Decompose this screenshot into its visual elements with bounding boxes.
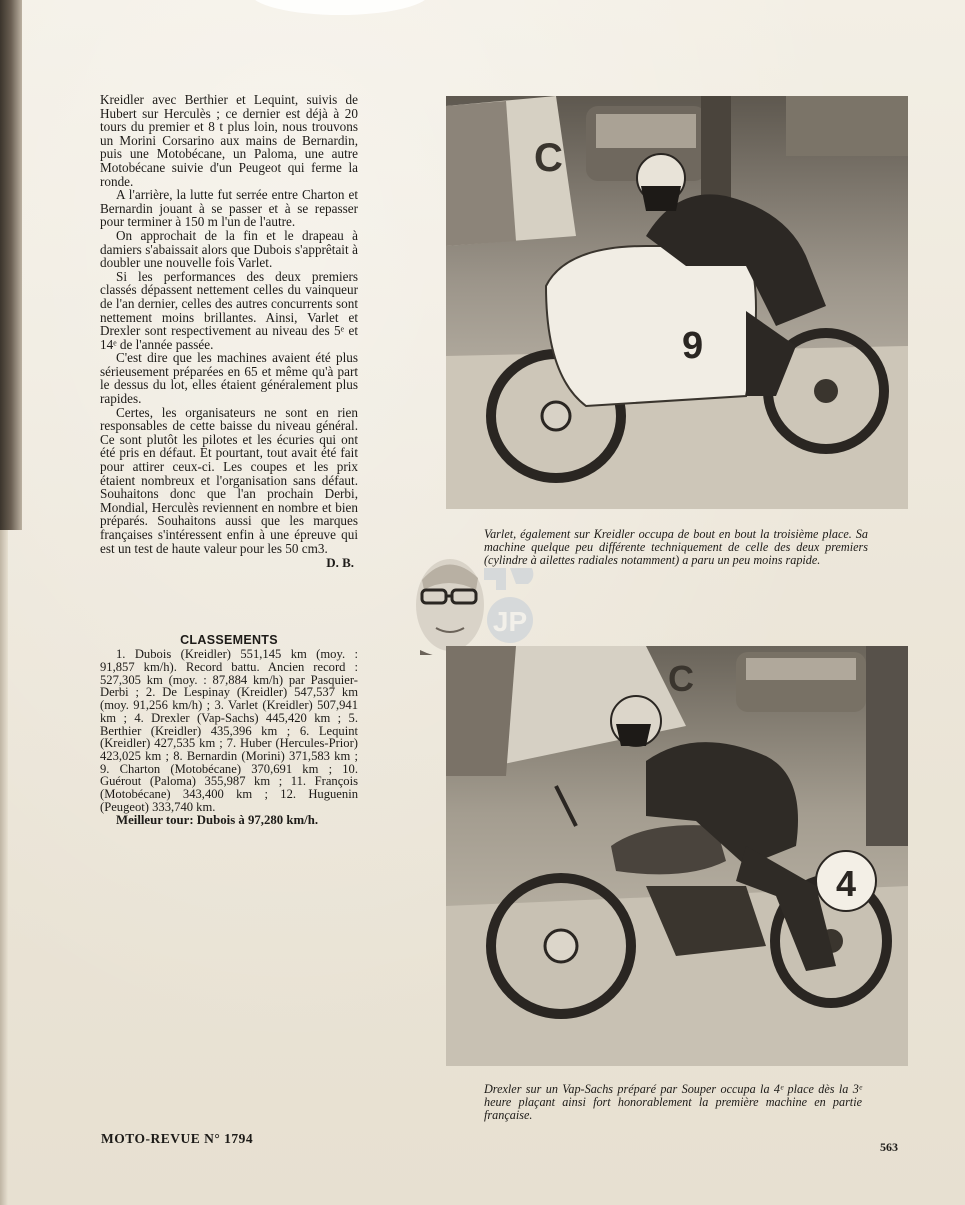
- svg-text:C: C: [668, 658, 694, 699]
- article-paragraph: Si les performances des deux premiers classés dépassent nettement celles du vainqueur de l'an dernier, celles des autres concurrents sont nettement moins brillantes. Ainsi, Varlet et Drexler sont respectivement au niveau des 5ᵉ et 14ᵉ de l'année passée.: [100, 268, 358, 352]
- race-number-4: 4: [835, 863, 857, 904]
- stamp-logo: [470, 560, 550, 645]
- footer-magazine: MOTO-REVUE N° 1794: [101, 1131, 254, 1146]
- article-column: [100, 93, 358, 827]
- photo-drexler-image: [446, 646, 908, 1066]
- race-number-9: 9: [682, 325, 704, 367]
- paper-tear: [250, 0, 430, 15]
- caption-drexler: Drexler sur un Vap-Sachs préparé par Souper occupa la 4ᵉ place dès la 3ᵉ heure plaçant ainsi fort honorablement la première machine en partie française.: [484, 1082, 862, 1122]
- page-edge-shadow: [0, 0, 22, 530]
- author-signature: D. B.: [326, 555, 354, 571]
- photo-drexler: [446, 646, 908, 1066]
- classements-body: 1. Dubois (Kreidler) 551,145 km (moy. : 91,857 km/h). Record battu. Ancien record : 527,305 km (moy. : 87,884 km/h) par Pasquier-Derbi ; 2. De Lespinay (Kreidler) 547,537 km (moy. 91,256 km/h) ; 3. Varlet (Kreidler) 507,941 km ; 4. Drexler (Vap-Sachs) 445,420 km ; 5. Berthier (Kreidler) 435,396 km ; 6. Lequint (Kreidler) 427,535 km ; 7. Huber (Hercules-Prior) 423,025 km ; 8. Bernardin (Morini) 371,583 km ; 9. Charton (Motobécane) 370,691 km ; 10. Guérout (Paloma) 355,987 km ; 11. François (Motobécane) 343,400 km ; 12. Huguenin (Peugeot) 333,740 km.: [100, 647, 358, 814]
- article-paragraph: Certes, les organisateurs ne sont en rien responsables de cette baisse du niveau général. Ce sont plutôt les pilotes et les écuries qui ont été pris en défaut. Et pourtant, tout avait été fait pour attirer ceux-ci. Les coupes et les prix étaient nombreux et l'organisation sans défaut. Souhaitons donc que l'an prochain Derbi, Mondial, Herculès reviennent en nombre et bien préparés. Souhaitons aussi que les marques françaises s'intéressent enfin à une épreuve qui est un test de haute valeur pour les 50 cm3.: [100, 404, 358, 556]
- svg-text:C: C: [534, 136, 563, 180]
- caption-varlet: Varlet, également sur Kreidler occupa de bout en bout la troisième place. Sa machine quelque peu différente techniquement de celle des deux premiers (cylindre à ailettes radiales notamment) a paru un peu moins rapide.: [484, 527, 868, 567]
- article-paragraph: Kreidler avec Berthier et Lequint, suivis de Hubert sur Herculès ; ce dernier est déjà à 20 tours du premier et 8 t plus loin, nous trouvons un Morini Corsarino aux mains de Bernardin, puis une Motobécane, un Paloma, une autre Motobécane suivie d'un Peugeot qui ferme la ronde.: [100, 92, 358, 189]
- stamp-text: JP: [492, 606, 528, 637]
- article-paragraph: C'est dire que les machines avaient été plus sérieusement préparées en 65 et même qu'à part le dessus du lot, elles étaient généralement plus rapides.: [100, 350, 358, 407]
- best-lap: Meilleur tour: Dubois à 97,280 km/h.: [116, 812, 319, 827]
- article-paragraph: On approchait de la fin et le drapeau à damiers s'abaissait alors que Dubois s'apprêtait à doubler une nouvelle fois Varlet.: [100, 227, 358, 271]
- photo-varlet: [446, 96, 908, 509]
- page-edge-shadow-lower: [0, 530, 8, 1205]
- classements-title: CLASSEMENTS: [180, 632, 278, 647]
- photo-varlet-image: [446, 96, 908, 509]
- article-paragraph: A l'arrière, la lutte fut serrée entre Charton et Bernardin jouant à se passer et à se repasser pour terminer à 150 m l'un de l'autre.: [100, 187, 358, 230]
- page-number: 563: [880, 1140, 898, 1154]
